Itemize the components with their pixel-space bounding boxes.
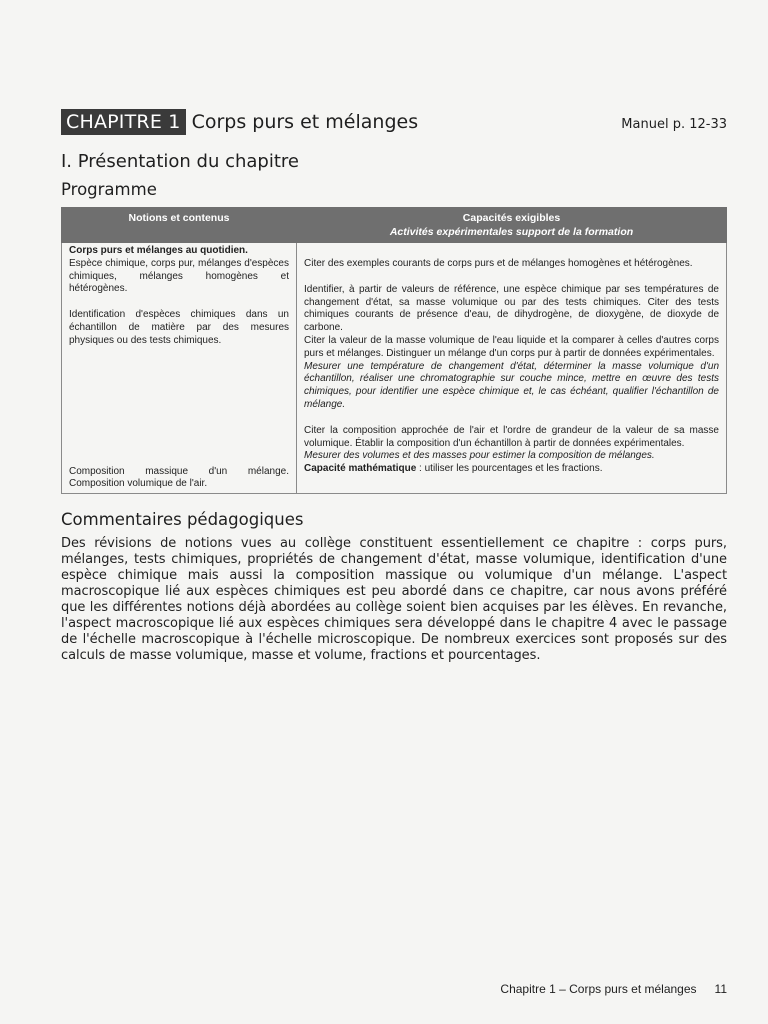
cell-text: Identification d'espèces chimiques dans un échantillon de matière par des mesures physiques ou des tests chimiques. [69, 309, 289, 346]
chapter-title: Corps purs et mélanges [191, 111, 419, 133]
page-number: 11 [714, 982, 727, 996]
math-capacity-label: Capacité mathématique [304, 463, 417, 475]
col-header-capacites [297, 208, 727, 243]
table-cell-notion [62, 243, 297, 494]
row-heading: Corps purs et mélanges au quotidien. [69, 245, 248, 256]
cell-text: Identifier, à partir de valeurs de référence, une espèce chimique par ses températures de changement d'état, sa masse volumique ou par des tests chimiques. Citer des tests chimiques courants de présence d'eau, de dihydrogène, de dioxygène, de dioxyde de carbone. [304, 283, 719, 334]
math-capacity-text: : utiliser les pourcentages et les fractions. [416, 463, 603, 475]
cell-text-italic: Mesurer une température de changement d'état, déterminer la masse volumique d'un échantillon, réaliser une chromatographie sur couche mince, mettre en œuvre des tests chimiques, pour identifier une espèce chimique et, le cas échéant, qualifier l'échantillon de mélange. [304, 360, 719, 410]
chapter-label: CHAPITRE 1 [61, 109, 186, 135]
cell-text: Citer la composition approchée de l'air et l'ordre de grandeur de la valeur de sa masse volumique. Établir la composition d'un échantillon à partir de données expérimentales. [304, 424, 719, 449]
cell-text: Citer des exemples courants de corps purs et de mélanges homogènes et hétérogènes. [304, 258, 693, 269]
cell-text: Espèce chimique, corps pur, mélanges d'espèces chimiques, mélanges homogènes et hétérogènes. [69, 257, 289, 295]
comments-text: Des révisions de notions vues au collège constituent essentiellement ce chapitre : corps purs, mélanges, tests chimiques, propriétés de changement d'état, masse volumique, identification d'une espèce chimique mais aussi la composition massique ou volumique d'un mélange. L'aspect macroscopique lié aux espèces chimiques est peu abordé dans ce chapitre, car nous avons préféré que les différentes notions déjà abordées au collège soient bien acquises par les élèves. En revanche, l'aspect macroscopique lié aux espèces chimiques sera développé dans le chapitre 4 avec le passage de l'échelle macroscopique à l'échelle microscopique. De nombreux exercices sont proposés sur des calculs de masse volumique, masse et volume, fractions et pourcentages. [61, 536, 727, 664]
table-cell-capacite [297, 243, 727, 494]
cell-text: Citer la valeur de la masse volumique de l'eau liquide et la comparer à celles d'autres corps purs et mélanges. Distinguer un mélange d'un corps pur à partir de données expérimentales. [304, 334, 719, 359]
footer-label: Chapitre 1 – Corps purs et mélanges [500, 982, 697, 996]
section-title: I. Présentation du chapitre [61, 151, 299, 172]
program-table [61, 207, 727, 494]
comments-title: Commentaires pédagogiques [61, 510, 304, 530]
program-title: Programme [61, 180, 157, 199]
cell-text: Composition massique d'un mélange. Composition volumique de l'air. [69, 465, 289, 490]
chapter-header [61, 108, 727, 136]
page-content [61, 108, 727, 664]
table-row [62, 243, 727, 494]
cell-text-italic: Mesurer des volumes et des masses pour estimer la composition de mélanges. [304, 450, 655, 462]
col2-header-label: Capacités exigibles [462, 212, 561, 224]
col-header-notions [62, 208, 297, 243]
col1-header-label: Notions et contenus [128, 212, 230, 224]
page-footer [500, 982, 727, 996]
col2-subheader-label: Activités expérimentales support de la formation [389, 226, 634, 238]
manual-reference: Manuel p. 12-33 [621, 116, 727, 132]
table-header-row [62, 208, 727, 243]
cell-text-math [304, 463, 719, 476]
